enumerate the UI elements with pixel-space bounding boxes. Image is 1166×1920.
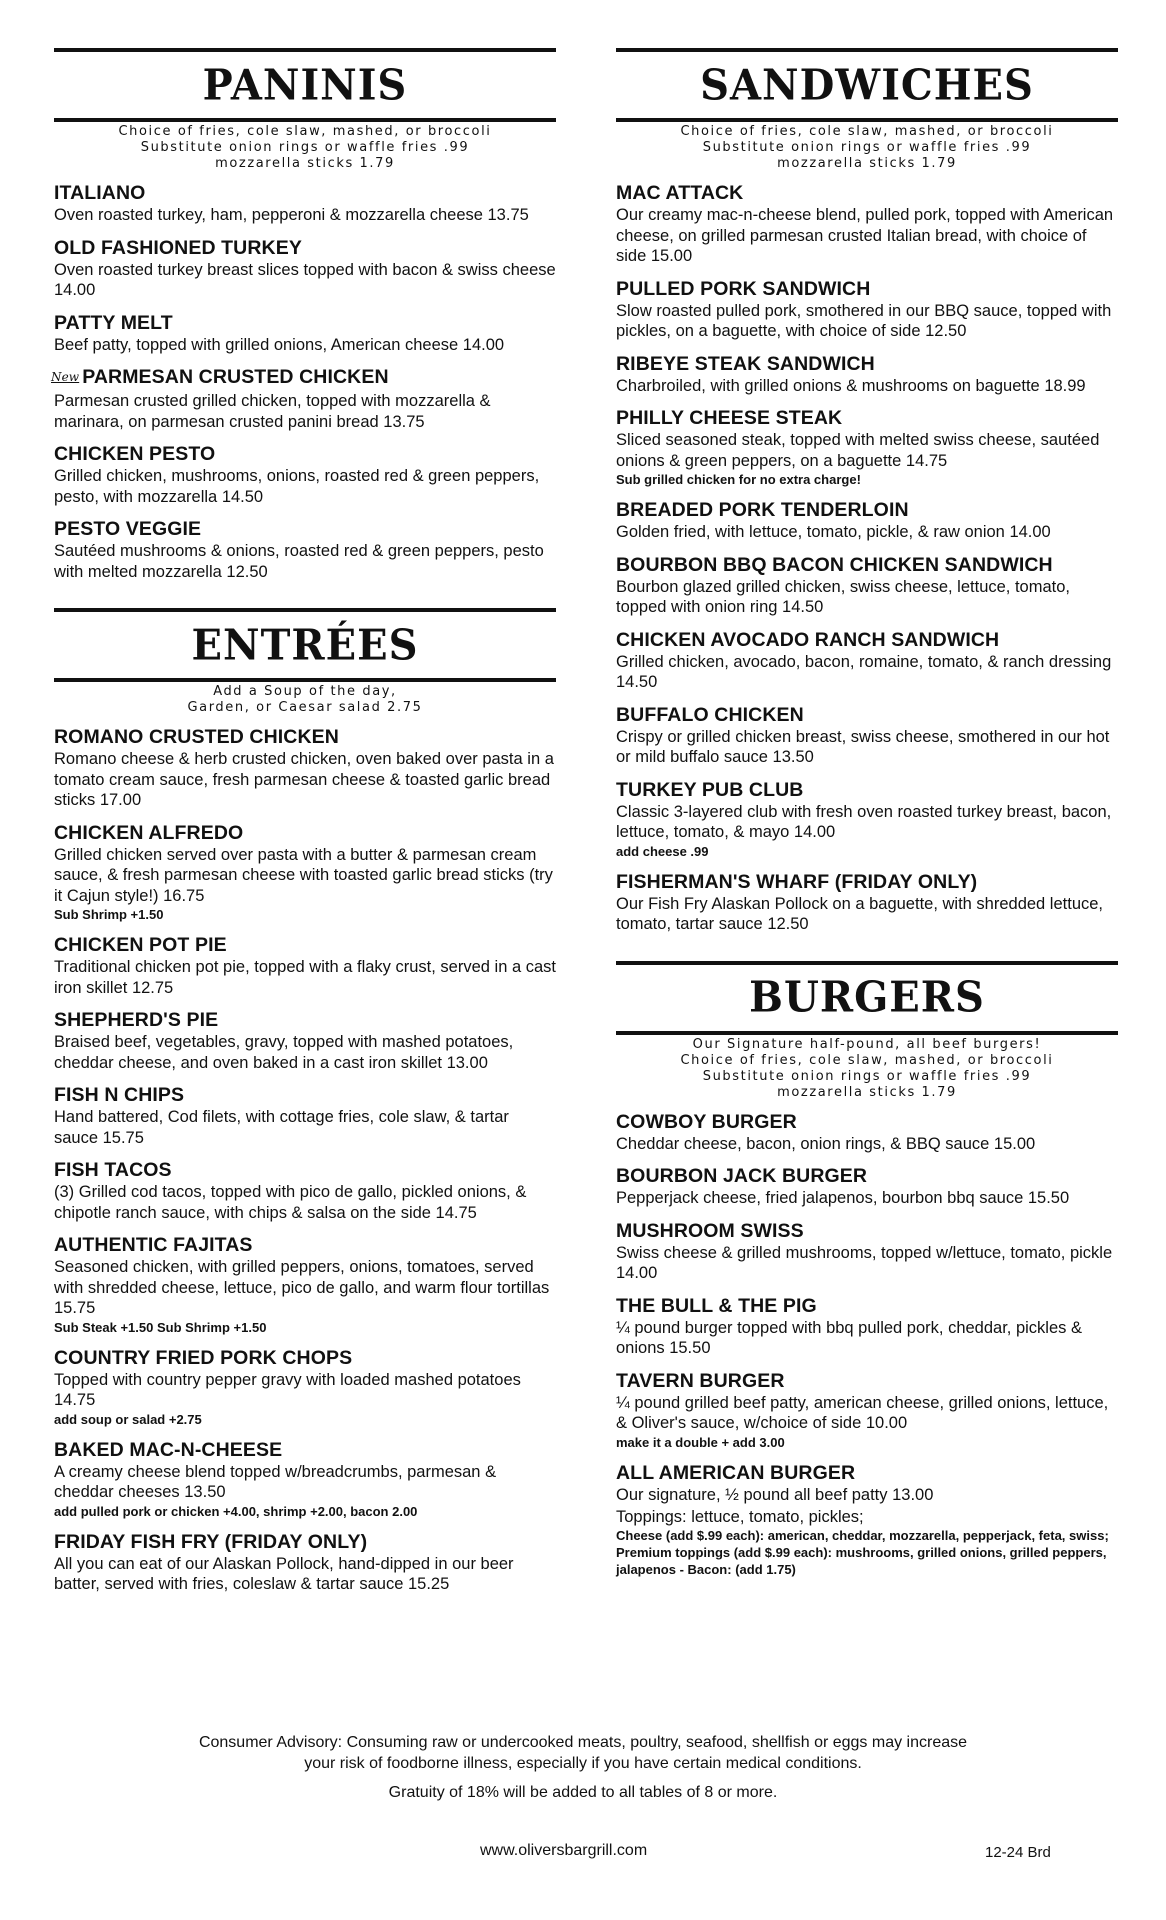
item-note: add cheese .99 [616, 843, 709, 859]
subtitle-line: Choice of fries, cole slaw, mashed, or broccoli [118, 124, 492, 139]
item-name-text: CHICKEN POT PIE [54, 934, 227, 956]
item-description: Braised beef, vegetables, gravy, topped with mashed potatoes, cheddar cheese, and oven baked in a cast iron skillet 13.00 [54, 1033, 514, 1072]
left-column [51, 48, 556, 1621]
item-name-text: ROMANO CRUSTED CHICKEN [54, 726, 339, 748]
item-name [616, 1220, 1118, 1243]
section-subtitle [54, 684, 556, 716]
item-description: ¼ pound grilled beef patty, american cheese, grilled onions, lettuce, & Oliver's sauce, w/choice of side 10.00 [616, 1393, 1109, 1432]
item-description: Sliced seasoned steak, topped with melted swiss cheese, sautéed onions & green peppers, on a baguette 14.75 [616, 431, 1100, 470]
subtitle-line: Choice of fries, cole slaw, mashed, or broccoli [680, 1052, 1054, 1068]
section-subtitle [616, 124, 1118, 172]
item-name-text: THE BULL & THE PIG [616, 1294, 817, 1317]
menu-item [616, 1462, 1118, 1579]
item-description: Oven roasted turkey, ham, pepperoni & mozzarella cheese 13.75 [54, 206, 529, 224]
item-name [54, 312, 556, 335]
right-column [616, 48, 1118, 1604]
item-name [616, 704, 1118, 727]
new-badge: New [51, 370, 80, 384]
item-name [616, 554, 1118, 577]
item-name-text: COWBOY BURGER [616, 1110, 797, 1133]
item-name [54, 1009, 556, 1032]
subtitle-line: Choice of fries, cole slaw, mashed, or broccoli [680, 124, 1054, 139]
item-description: Cheddar cheese, bacon, onion rings, & BBQ sauce 15.00 [616, 1134, 1036, 1153]
menu-item [616, 182, 1118, 267]
menu-item [54, 1347, 556, 1428]
item-name [616, 871, 1118, 894]
menu-item [616, 1295, 1118, 1359]
item-name-text: CHICKEN AVOCADO RANCH SANDWICH [616, 628, 1000, 651]
menu-item [616, 704, 1118, 768]
item-description: Grilled chicken, avocado, bacon, romaine, tomato, & ranch dressing 14.50 [616, 652, 1112, 691]
burgers-section [616, 961, 1118, 1579]
menu-code: 12-24 Brd [985, 1844, 1051, 1861]
item-name [616, 499, 1118, 522]
item-name [616, 407, 1118, 430]
subtitle-line: Add a Soup of the day, [213, 684, 397, 699]
item-name-text: MAC ATTACK [616, 182, 744, 204]
menu-item [616, 871, 1118, 935]
item-name [54, 1531, 556, 1554]
item-name [616, 1462, 1118, 1485]
item-name [54, 1234, 556, 1257]
item-name-text: ITALIANO [54, 182, 146, 204]
section-header [54, 48, 556, 122]
menu-item [54, 1159, 556, 1223]
gratuity-note: Gratuity of 18% will be added to all tables of 8 or more. [388, 1784, 778, 1801]
item-name [616, 779, 1118, 802]
item-name [54, 443, 556, 466]
item-name-text: BREADED PORK TENDERLOIN [616, 499, 909, 521]
item-name-text: FISHERMAN'S WHARF (FRIDAY ONLY) [616, 870, 978, 893]
item-name-text: BAKED MAC-N-CHEESE [54, 1438, 283, 1461]
menu-item [616, 1370, 1118, 1451]
item-name-text: TURKEY PUB CLUB [616, 778, 804, 801]
menu-item [54, 822, 556, 924]
section-title: PANINIS [202, 60, 408, 110]
menu-items [54, 726, 556, 1595]
item-description: Topped with country pepper gravy with loaded mashed potatoes 14.75 [54, 1370, 521, 1409]
item-name [54, 726, 556, 749]
menu-item [54, 518, 556, 582]
subtitle-line: mozzarella sticks 1.79 [777, 1084, 957, 1100]
item-description: ¼ pound burger topped with bbq pulled pork, cheddar, pickles & onions 15.50 [616, 1318, 1082, 1357]
item-name-text: PARMESAN CRUSTED CHICKEN [82, 366, 389, 388]
item-note: Sub Steak +1.50 Sub Shrimp +1.50 [54, 1319, 267, 1335]
item-description: Sautéed mushrooms & onions, roasted red & green peppers, pesto with melted mozzarella 12.50 [54, 542, 544, 581]
section-title: ENTRÉES [191, 620, 419, 670]
section-header [616, 48, 1118, 122]
section-title: SANDWICHES [700, 60, 1034, 110]
item-name-text: SHEPHERD'S PIE [54, 1009, 219, 1031]
item-name-text: FRIDAY FISH FRY (FRIDAY ONLY) [54, 1530, 368, 1553]
item-note: Sub Shrimp +1.50 [54, 907, 164, 922]
item-note: Sub grilled chicken for no extra charge! [616, 472, 861, 487]
item-description: Charbroiled, with grilled onions & mushrooms on baguette 18.99 [616, 376, 1086, 395]
item-name [54, 518, 556, 541]
item-note: add pulled pork or chicken +4.00, shrimp +2.00, bacon 2.00 [54, 1503, 418, 1519]
section-header [54, 608, 556, 682]
item-name [616, 1370, 1118, 1393]
subtitle-line: Substitute onion rings or waffle fries .99 [702, 140, 1032, 155]
subtitle-line: mozzarella sticks 1.79 [215, 156, 395, 171]
item-name [54, 1439, 556, 1462]
item-description: Beef patty, topped with grilled onions, American cheese 14.00 [54, 335, 505, 354]
menu-item [616, 1220, 1118, 1284]
item-toppings: Toppings: lettuce, tomato, pickles; [616, 1508, 864, 1526]
subtitle-line: Garden, or Caesar salad 2.75 [187, 700, 423, 715]
item-name-text: TAVERN BURGER [616, 1369, 785, 1392]
consumer-advisory [0, 1732, 1166, 1774]
item-name-text: PHILLY CHEESE STEAK [616, 407, 843, 429]
entrees-section [54, 608, 556, 1595]
section-subtitle [616, 1037, 1118, 1101]
item-description: Oven roasted turkey breast slices topped with bacon & swiss cheese 14.00 [54, 260, 556, 299]
item-name-text: RIBEYE STEAK SANDWICH [616, 352, 875, 375]
item-name-text: PATTY MELT [54, 311, 173, 334]
menu-item [54, 182, 556, 226]
item-name [54, 237, 556, 260]
item-name-text: PESTO VEGGIE [54, 518, 202, 540]
menu-item [616, 407, 1118, 488]
menu-item [616, 554, 1118, 618]
item-name [51, 366, 556, 391]
advisory-line-2: your risk of foodborne illness, especially if you have certain medical conditions. [304, 1755, 862, 1772]
subtitle-line: Substitute onion rings or waffle fries .99 [140, 140, 470, 155]
item-name-text: MUSHROOM SWISS [616, 1219, 804, 1242]
item-description: Traditional chicken pot pie, topped with a flaky crust, served in a cast iron skillet 12.75 [54, 958, 556, 997]
item-name-text: ALL AMERICAN BURGER [616, 1461, 856, 1484]
section-subtitle [54, 124, 556, 172]
menu-item [54, 1009, 556, 1073]
menu-item [51, 366, 556, 432]
item-description: Hand battered, Cod filets, with cottage fries, cole slaw, & tartar sauce 15.75 [54, 1108, 509, 1147]
menu-items [616, 1111, 1118, 1579]
item-name-text: OLD FASHIONED TURKEY [54, 236, 302, 259]
item-name-text: FISH TACOS [54, 1159, 172, 1181]
menu-item [54, 1084, 556, 1148]
menu-item [54, 312, 556, 356]
item-description: Pepperjack cheese, fried jalapenos, bourbon bbq sauce 15.50 [616, 1189, 1070, 1207]
item-name [616, 278, 1118, 301]
item-description: Grilled chicken, mushrooms, onions, roasted red & green peppers, pesto, with mozzarella 14.50 [54, 467, 540, 506]
item-name [54, 934, 556, 957]
item-name [616, 182, 1118, 205]
item-description: Our creamy mac-n-cheese blend, pulled pork, topped with American cheese, on grilled parmesan crusted Italian bread, with choice of side 15.00 [616, 206, 1114, 265]
item-description: Classic 3-layered club with fresh oven roasted turkey breast, bacon, lettuce, tomato, & mayo 14.00 [616, 802, 1112, 841]
item-name-text: FISH N CHIPS [54, 1084, 185, 1106]
advisory-line-1: Consumer Advisory: Consuming raw or undercooked meats, poultry, seafood, shellfish or eggs may increase [198, 1734, 968, 1751]
menu-item [54, 1531, 556, 1595]
item-description: Our signature, ½ pound all beef patty 13.00 [616, 1485, 934, 1504]
item-description: Crispy or grilled chicken breast, swiss cheese, smothered in our hot or mild buffalo sauce 13.50 [616, 727, 1110, 766]
menu-item [54, 1439, 556, 1520]
item-description: Slow roasted pulled pork, smothered in our BBQ sauce, topped with pickles, on a baguette, with choice of side 12.50 [616, 301, 1112, 340]
item-name [54, 1084, 556, 1107]
menu-item [54, 443, 556, 507]
item-note: make it a double + add 3.00 [616, 1434, 785, 1450]
menu-item [54, 237, 556, 301]
menu-item [616, 353, 1118, 397]
item-name-text: BOURBON JACK BURGER [616, 1165, 868, 1187]
item-name [616, 629, 1118, 652]
menu-items [616, 182, 1118, 935]
subtitle-line: Our Signature half-pound, all beef burgers! [692, 1036, 1042, 1052]
item-note: add soup or salad +2.75 [54, 1411, 202, 1427]
item-name-text: BOURBON BBQ BACON CHICKEN SANDWICH [616, 553, 1053, 576]
item-name-text: COUNTRY FRIED PORK CHOPS [54, 1346, 353, 1369]
item-description: Romano cheese & herb crusted chicken, oven baked over pasta in a tomato cream sauce, fresh parmesan cheese & toasted garlic bread sticks 17.00 [54, 750, 554, 809]
item-name [616, 353, 1118, 376]
item-name [616, 1295, 1118, 1318]
subtitle-line: Substitute onion rings or waffle fries .99 [702, 1068, 1032, 1084]
item-description: Our Fish Fry Alaskan Pollock on a baguette, with shredded lettuce, tomato, tartar sauce 12.50 [616, 894, 1104, 933]
menu-item [616, 278, 1118, 342]
menu-item [54, 934, 556, 998]
item-description: Parmesan crusted grilled chicken, topped with mozzarella & marinara, on parmesan crusted panini bread 13.75 [54, 392, 491, 431]
item-name-text: CHICKEN PESTO [54, 443, 216, 465]
menu-item [616, 499, 1118, 543]
item-description: Swiss cheese & grilled mushrooms, topped w/lettuce, tomato, pickle 14.00 [616, 1243, 1113, 1282]
item-name-text: CHICKEN ALFREDO [54, 821, 244, 844]
item-description: Golden fried, with lettuce, tomato, pickle, & raw onion 14.00 [616, 523, 1051, 541]
subtitle-line: mozzarella sticks 1.79 [777, 156, 957, 171]
menu-item [616, 1165, 1118, 1209]
item-name [54, 182, 556, 205]
item-description: All you can eat of our Alaskan Pollock, hand-dipped in our beer batter, served with fries, coleslaw & tartar sauce 15.25 [54, 1554, 514, 1593]
item-note: Cheese (add $.99 each): american, cheddar, mozzarella, pepperjack, feta, swiss; Premium toppings (add $.99 each): mushrooms, grilled onions, grilled peppers, jalapenos - Bacon: (add 1.75) [616, 1528, 1109, 1577]
menu-item [54, 1234, 556, 1336]
section-header [616, 961, 1118, 1035]
item-description: Seasoned chicken, with grilled peppers, onions, tomatoes, served with shredded cheese, lettuce, pico de gallo, and warm flour tortillas 15.75 [54, 1258, 550, 1317]
item-name [616, 1165, 1118, 1188]
item-description: Grilled chicken served over pasta with a butter & parmesan cream sauce, & fresh parmesan cheese with toasted garlic bread sticks (try it Cajun style!) 16.75 [54, 845, 553, 905]
section-title: BURGERS [749, 972, 985, 1023]
menu-item [54, 726, 556, 811]
paninis-section [51, 48, 556, 582]
website-link[interactable]: www.oliversbargrill.com [480, 1842, 648, 1859]
menu-item [616, 779, 1118, 860]
menu-item [616, 1111, 1118, 1155]
item-description: (3) Grilled cod tacos, topped with pico de gallo, pickled onions, & chipotle ranch sauce, with chips & salsa on the side 14.75 [54, 1183, 527, 1222]
menu-item [616, 629, 1118, 693]
item-description: A creamy cheese blend topped w/breadcrumbs, parmesan & cheddar cheeses 13.50 [54, 1462, 497, 1501]
menu-items [51, 182, 556, 582]
item-name-text: PULLED PORK SANDWICH [616, 277, 871, 300]
item-description: Bourbon glazed grilled chicken, swiss cheese, lettuce, tomato, topped with onion ring 14.50 [616, 577, 1070, 616]
item-name [54, 1347, 556, 1370]
item-name-text: BUFFALO CHICKEN [616, 703, 804, 726]
item-name [54, 822, 556, 845]
item-name [616, 1111, 1118, 1134]
item-name [54, 1159, 556, 1182]
item-name-text: AUTHENTIC FAJITAS [54, 1234, 253, 1256]
sandwiches-section [616, 48, 1118, 935]
